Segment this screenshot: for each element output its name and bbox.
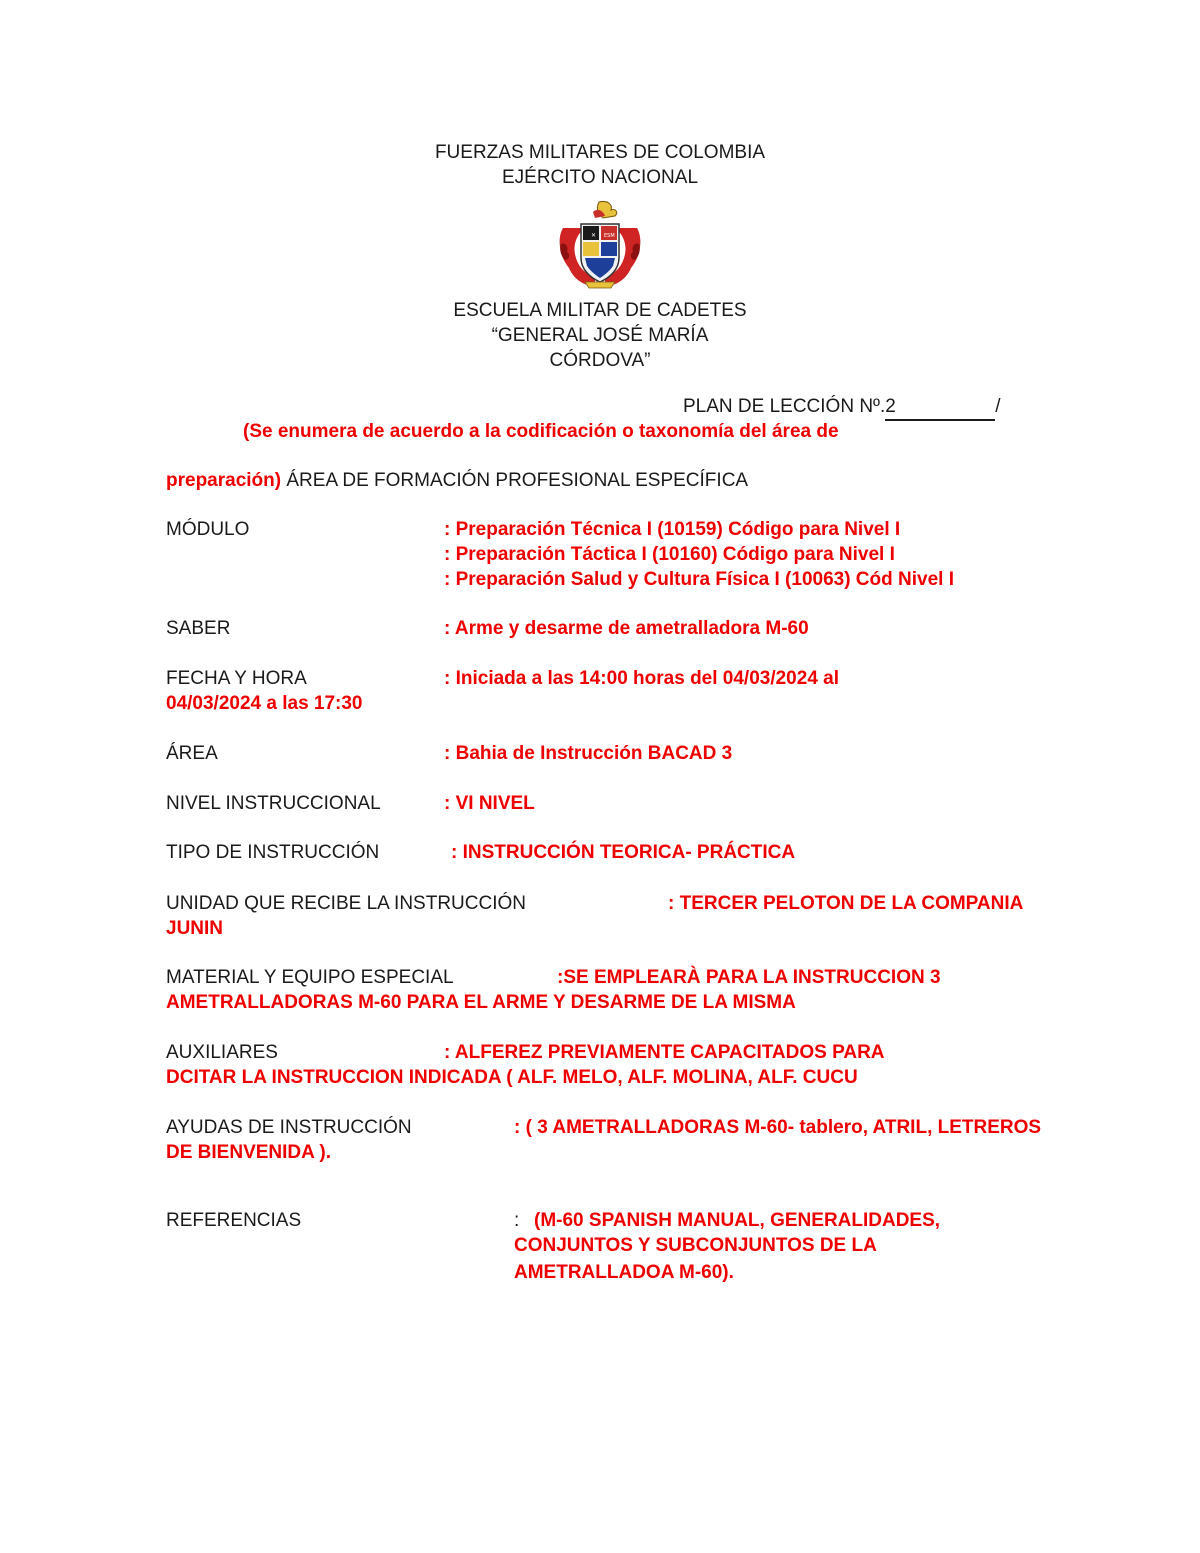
ayudas-value-2: DE BIENVENIDA ). [166,1142,332,1163]
auxiliares-value-2: DCITAR LA INSTRUCCION INDICADA ( ALF. MELO, ALF. MOLINA, ALF. CUCU [166,1067,858,1088]
referencias-value-2: CONJUNTOS Y SUBCONJUNTOS DE LA [514,1235,877,1256]
numbering-note-line2: preparación) [166,470,282,491]
fecha-label: FECHA Y HORA [166,668,307,689]
auxiliares-label: AUXILIARES [166,1042,278,1063]
ayudas-value-1: : ( 3 AMETRALLADORAS M-60- tablero, ATRIL, LETREROS [514,1117,1042,1138]
school-name-line1: ESCUELA MILITAR DE CADETES [453,300,747,321]
referencias-value-3: AMETRALLADOA M-60). [514,1262,734,1283]
modulo-value-2: : Preparación Táctica I (10160) Código para Nivel I [444,544,895,565]
svg-text:ESM: ESM [604,233,615,239]
modulo-value-1: : Preparación Técnica I (10159) Código para Nivel I [444,519,901,540]
auxiliares-value-1: : ALFEREZ PREVIAMENTE CAPACITADOS PARA [444,1042,885,1063]
lesson-plan-label [683,394,1001,421]
institution-title: FUERZAS MILITARES DE COLOMBIA [434,142,766,163]
material-label: MATERIAL Y EQUIPO ESPECIAL [166,967,454,988]
military-school-crest-icon [555,198,645,290]
material-value-2: AMETRALLADORAS M-60 PARA EL ARME Y DESARME DE LA MISMA [166,992,796,1013]
tipo-label: TIPO DE INSTRUCCIÓN [166,842,380,863]
saber-value: : Arme y desarme de ametralladora M-60 [444,618,809,639]
numbering-note-line1: (Se enumera de acuerdo a la codificación o taxonomía del área de [243,421,839,442]
fecha-value-2: 04/03/2024 a las 17:30 [166,693,363,714]
lesson-plan-number: 2 [885,396,896,417]
area-label: ÁREA [166,743,218,764]
unidad-label: UNIDAD QUE RECIBE LA INSTRUCCIÓN [166,893,526,914]
tipo-value: : INSTRUCCIÓN TEORICA- PRÁCTICA [451,842,796,863]
area-title: ÁREA DE FORMACIÓN PROFESIONAL ESPECÍFICA [286,470,749,491]
modulo-label: MÓDULO [166,519,250,540]
school-name-line3: CÓRDOVA” [549,350,651,371]
ayudas-label: AYUDAS DE INSTRUCCIÓN [166,1117,412,1138]
referencias-colon: : [514,1210,520,1231]
lesson-plan-number-line [885,394,995,421]
svg-text:✕: ✕ [591,232,597,239]
nivel-value: : VI NIVEL [444,793,535,814]
lesson-plan-label-text: PLAN DE LECCIÓN Nº. [683,396,886,417]
school-name-line2: “GENERAL JOSÉ MARÍA [491,325,709,346]
material-value-1: :SE EMPLEARÀ PARA LA INSTRUCCION 3 [557,967,941,988]
modulo-value-3: : Preparación Salud y Cultura Física I (10063) Cód Nivel I [444,569,954,590]
area-value: : Bahia de Instrucción BACAD 3 [444,743,733,764]
unidad-value-1: : TERCER PELOTON DE LA COMPANIA [668,893,1024,914]
nivel-label: NIVEL INSTRUCCIONAL [166,793,381,814]
fecha-value-1: : Iniciada a las 14:00 horas del 04/03/2024 al [444,668,840,689]
referencias-value-1: (M-60 SPANISH MANUAL, GENERALIDADES, [534,1210,941,1231]
referencias-label: REFERENCIAS [166,1210,302,1231]
area-heading [166,468,748,493]
army-title: EJÉRCITO NACIONAL [501,167,699,188]
lesson-plan-suffix: / [995,396,1001,417]
unidad-value-2: JUNIN [166,918,224,939]
saber-label: SABER [166,618,231,639]
